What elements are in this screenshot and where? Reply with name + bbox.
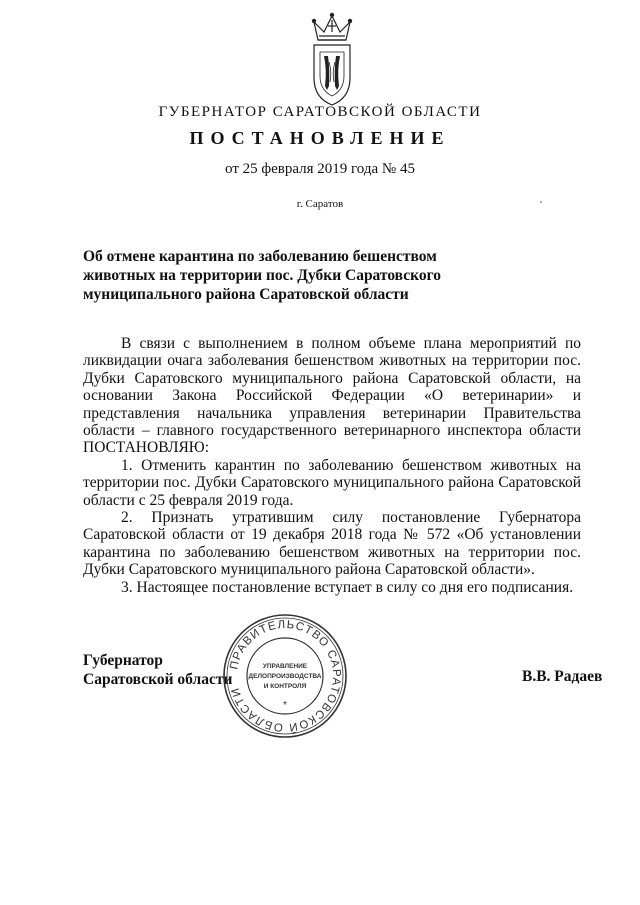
document-subject <box>83 247 463 304</box>
body-paragraph-preamble: В связи с выполнением в полном объеме плана мероприятий по ликвидации очага заболевания бешенством животных на территории пос. Дубки Саратовского муниципального района Саратовской области, на основании Закона Российской Федерации «О ветеринарии» и представления начальника управления ветеринарии Правительства области – главного государственного ветеринарного инспектора области ПОСТАНОВЛЯЮ: <box>83 335 581 457</box>
document-body <box>83 335 581 596</box>
signatory-position-line: Саратовской области <box>83 671 233 688</box>
stamp-inner-line: УПРАВЛЕНИЕ <box>262 663 308 670</box>
coat-of-arms-icon <box>306 12 358 108</box>
stamp-star: * <box>283 700 287 711</box>
signatory-position <box>83 651 232 689</box>
issuing-authority: ГУБЕРНАТОР САРАТОВСКОЙ ОБЛАСТИ <box>158 104 482 120</box>
document-city: г. Саратов <box>296 198 344 210</box>
signatory-position-line: Губернатор <box>83 652 163 669</box>
official-stamp <box>221 612 349 740</box>
subject-line: Об отмене карантина по заболеванию бешенством <box>83 248 437 265</box>
body-paragraph-item-2: 2. Признать утратившим силу постановление Губернатора Саратовской области от 19 декабря 2018 года № 572 «Об установлении карантина по заболеванию бешенством животных на территории пос. Дубки Саратовского муниципального района Саратовской области». <box>83 509 581 579</box>
document-type: ПОСТАНОВЛЕНИЕ <box>189 128 451 148</box>
subject-line: животных на территории пос. Дубки Саратовского <box>83 267 441 284</box>
margin-mark: ' <box>540 199 542 211</box>
body-paragraph-item-3: 3. Настоящее постановление вступает в силу со дня его подписания. <box>121 578 574 596</box>
signatory-name: В.В. Радаев <box>522 668 603 685</box>
stamp-ring-text: ПРАВИТЕЛЬСТВО САРАТОВСКОЙ ОБЛАСТИ <box>228 618 343 734</box>
subject-line: муниципального района Саратовской области <box>83 286 409 303</box>
stamp-inner-line: ДЕЛОПРОИЗВОДСТВА <box>248 673 322 680</box>
document-date-number: от 25 февраля 2019 года № 45 <box>225 161 415 177</box>
stamp-inner-line: И КОНТРОЛЯ <box>263 683 307 690</box>
body-paragraph-item-1: 1. Отменить карантин по заболеванию бешенством животных на территории пос. Дубки Саратовского муниципального района Саратовской области с 25 февраля 2019 года. <box>83 456 581 509</box>
